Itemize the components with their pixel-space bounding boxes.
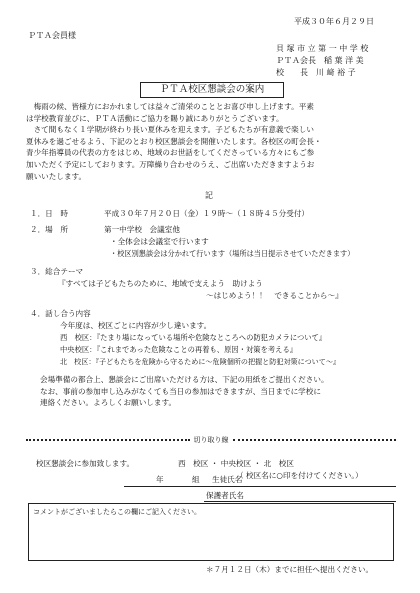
theme-line: 『すべては子どもたちのために、地域で支えよう 助けよう: [58, 279, 263, 288]
place-note: ・校区別懇談会は分かれて行います（場所は当日提示させていただきます）: [110, 249, 355, 258]
ki-heading: 記: [205, 191, 213, 200]
dotted-divider: [233, 439, 397, 441]
comment-prompt: コメントがございましたらこの欄にご記入ください。: [33, 508, 201, 516]
notice-paragraph: [40, 374, 400, 409]
student-name-label: 生徒氏名: [212, 475, 243, 484]
cut-line: [26, 435, 396, 445]
theme-label: ３．総合テーマ: [30, 267, 84, 276]
document-date: 平成３０年６月２９日: [294, 17, 374, 26]
sender-pta-president: ＰＴＡ会長 稲 葉 洋 美: [276, 56, 364, 65]
dotted-divider: [26, 439, 190, 441]
guardian-name-field[interactable]: [204, 501, 396, 502]
sender-principal: 校 長 川 﨑 裕 子: [276, 68, 356, 77]
datetime-label: １．日 時: [30, 209, 68, 218]
topics-intro: 今年度は、校区ごとに内容が少し違います。: [60, 321, 212, 330]
intro-line: さて間もなく１学期が終わり長い夏休みを迎えます。子どもたちが有意義で楽しい: [26, 125, 314, 135]
place-label: ２．場 所: [30, 225, 68, 234]
place-value: 第一中学校 会議室他: [104, 225, 180, 234]
notice-line: 連絡ください。よろしくお願いします。: [40, 398, 177, 408]
intro-paragraph: [26, 101, 398, 182]
topics-label: ４．話し合う内容: [30, 309, 91, 318]
intro-line: 加いただく予定にしております。万障繰り合わせのうえ、ご出席いただきますようお: [26, 159, 315, 169]
topic-central: 中央校区：『これまであった危険なことの再着も、原因・対策を考える』: [60, 345, 298, 354]
notice-line: なお、事前の参加申し込みがなくても当日の参加はできますが、当日までに学校に: [40, 386, 321, 396]
guardian-name-label: 保護者氏名: [206, 491, 244, 500]
theme-line: ～はじめよう！！ できることから～』: [206, 291, 343, 300]
submission-deadline: ＊７月１２日（木）までに担任へ提出ください。: [206, 565, 374, 574]
intro-line: 願いいたします。: [26, 171, 87, 181]
intro-line: 青少年指導員の代表の方をはじめ、地域のお世話をしてくださっている方々にもご参: [26, 148, 315, 158]
intro-line: は学校教育並びに、ＰＴＡ活動にご協力を賜り誠にありがとうございます。: [26, 113, 284, 123]
sender-school: 貝 塚 市 立 第 一 中 学 校: [276, 44, 369, 53]
district-options: 西 校区 ・ 中央校区 ・ 北 校区: [178, 459, 294, 468]
intro-line: 梅雨の候、皆様方におかれましては益々ご清栄のこととお喜び申し上げます。平素: [26, 102, 314, 111]
circle-note: （ 校区名に○印を付けてください。）: [236, 471, 363, 480]
place-note: ・全体会は会議室で行います: [110, 237, 209, 246]
document-title: ＰＴＡ校区懇談会の案内: [140, 82, 284, 98]
attend-text: 校区懇談会に参加致します。: [36, 459, 135, 468]
intro-line: 夏休みを過ごせるよう、下記のとおり校区懇談会を開催いたします。各校区の町会長・: [26, 136, 322, 146]
student-name-field[interactable]: [124, 486, 396, 487]
notice-line: 会場準備の都合上、懇談会にご出席いただける方は、下記の用紙をご提出ください。: [40, 375, 329, 384]
cut-line-label: 切り取り線: [193, 436, 229, 444]
year-label: 年: [156, 475, 164, 484]
datetime-value: 平成３０年７月２０日（金）１９時～（１８時４５分受付）: [104, 209, 310, 218]
topic-west: 西 校区：『たまり場になっている場所や危険なところへの防犯カメラについて』: [60, 333, 327, 342]
topic-north: 北 校区：『子どもたちを危険から守るために～危険個所の把握と防犯対策について～』: [60, 357, 341, 366]
comment-box[interactable]: [28, 503, 394, 561]
class-label: 組: [192, 475, 200, 484]
addressee: ＰＴＡ会員様: [28, 31, 76, 40]
